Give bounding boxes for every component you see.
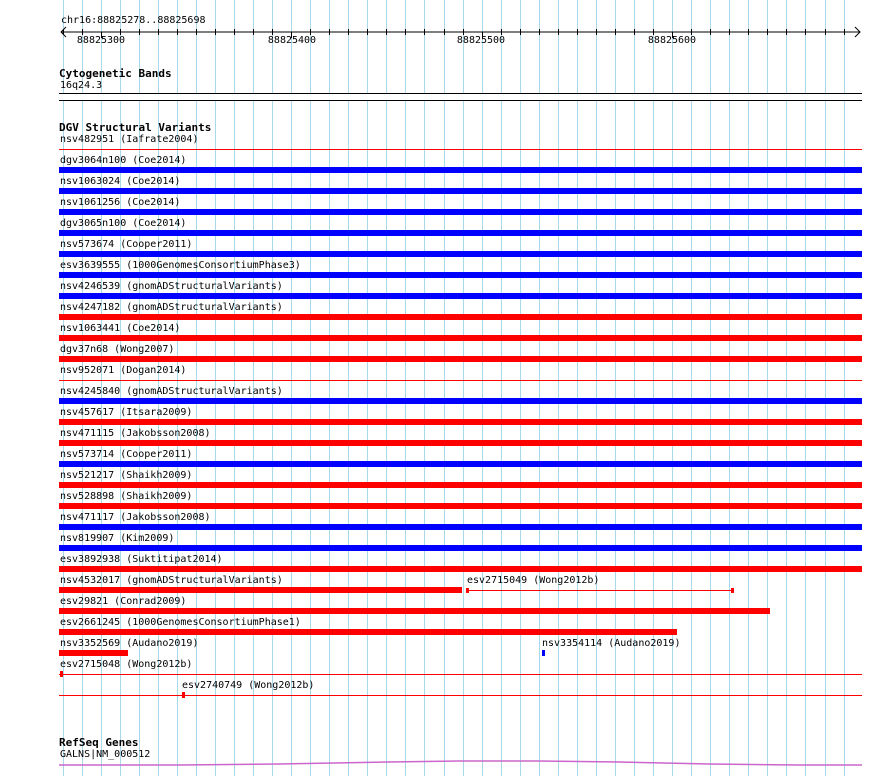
- variant-label: nsv1063024 (Coe2014): [60, 176, 181, 187]
- variant-label: esv2715049 (Wong2012b): [467, 575, 600, 586]
- tick-label-3: 88825500: [456, 35, 506, 46]
- variant-bar[interactable]: [59, 608, 770, 614]
- variant-label: nsv4247182 (gnomADStructuralVariants): [60, 302, 283, 313]
- variant-label: nsv471117 (Jakobsson2008): [60, 512, 211, 523]
- variant-label: nsv573714 (Cooper2011): [60, 449, 193, 460]
- variant-label: nsv1061256 (Coe2014): [60, 197, 181, 208]
- variant-bar[interactable]: [182, 692, 185, 698]
- variant-bar[interactable]: [59, 167, 862, 173]
- cytoband-band[interactable]: [59, 93, 862, 101]
- variant-label: nsv952071 (Dogan2014): [60, 365, 187, 376]
- variant-bar[interactable]: [59, 545, 862, 551]
- variant-label: esv2740749 (Wong2012b): [182, 680, 315, 691]
- variant-bar[interactable]: [60, 671, 63, 677]
- variant-label: esv3892938 (Suktitipat2014): [60, 554, 223, 565]
- variant-bar[interactable]: [59, 524, 862, 530]
- variant-line[interactable]: [59, 674, 862, 675]
- variant-bar[interactable]: [59, 356, 862, 362]
- variant-label: esv2661245 (1000GenomesConsortiumPhase1): [60, 617, 301, 628]
- variant-bar[interactable]: [59, 251, 862, 257]
- variant-bar[interactable]: [59, 209, 862, 215]
- variant-bar[interactable]: [59, 503, 862, 509]
- variant-bar[interactable]: [59, 188, 862, 194]
- variant-label: nsv573674 (Cooper2011): [60, 239, 193, 250]
- variant-bar[interactable]: [59, 293, 862, 299]
- variant-bar[interactable]: [59, 272, 862, 278]
- gene-label: GALNS|NM_000512: [60, 749, 151, 760]
- ruler[interactable]: [0, 24, 890, 40]
- refseq-track-title[interactable]: RefSeq Genes: [59, 736, 139, 749]
- cytoband-track-title[interactable]: Cytogenetic Bands: [59, 67, 172, 80]
- variant-label: esv29821 (Conrad2009): [60, 596, 187, 607]
- variant-label: dgv3065n100 (Coe2014): [60, 218, 187, 229]
- variant-bar[interactable]: [59, 629, 677, 635]
- variant-bar[interactable]: [59, 419, 862, 425]
- variant-bar[interactable]: [59, 398, 862, 404]
- variant-bar[interactable]: [59, 149, 862, 150]
- variant-bar[interactable]: [59, 230, 862, 236]
- variant-label: nsv4532017 (gnomADStructuralVariants): [60, 575, 283, 586]
- variant-bar[interactable]: [59, 587, 462, 593]
- variant-label: nsv4246539 (gnomADStructuralVariants): [60, 281, 283, 292]
- variant-bar[interactable]: [59, 461, 862, 467]
- variant-label: nsv457617 (Itsara2009): [60, 407, 193, 418]
- variant-bar[interactable]: [59, 650, 128, 656]
- variant-label: nsv3354114 (Audano2019): [542, 638, 681, 649]
- dgv-track-title[interactable]: DGV Structural Variants: [59, 121, 212, 134]
- variant-bar[interactable]: [542, 650, 545, 656]
- variant-bar-end[interactable]: [731, 588, 734, 593]
- gene-model[interactable]: [59, 758, 862, 768]
- variant-label: nsv819907 (Kim2009): [60, 533, 175, 544]
- variant-bar[interactable]: [467, 590, 733, 591]
- tick-label-1: 88825300: [76, 35, 126, 46]
- variant-label: esv2715048 (Wong2012b): [60, 659, 193, 670]
- variant-label: nsv482951 (Iafrate2004): [60, 134, 199, 145]
- variant-label: nsv3352569 (Audano2019): [60, 638, 199, 649]
- variant-label: esv3639555 (1000GenomesConsortiumPhase3): [60, 260, 301, 271]
- variant-label: nsv528898 (Shaikh2009): [60, 491, 193, 502]
- variant-label: nsv4245840 (gnomADStructuralVariants): [60, 386, 283, 397]
- variant-bar[interactable]: [59, 335, 862, 341]
- variant-bar[interactable]: [59, 314, 862, 320]
- tick-label-4: 88825600: [647, 35, 697, 46]
- variant-label: dgv37n68 (Wong2007): [60, 344, 175, 355]
- variant-bar[interactable]: [59, 440, 862, 446]
- variant-line[interactable]: [59, 695, 862, 696]
- variant-label: nsv521217 (Shaikh2009): [60, 470, 193, 481]
- ruler-minor-ticks: [64, 29, 845, 38]
- variant-label: dgv3064n100 (Coe2014): [60, 155, 187, 166]
- variant-bar[interactable]: [59, 566, 862, 572]
- region-label: chr16:88825278..88825698: [61, 15, 206, 26]
- tick-label-2: 88825400: [267, 35, 317, 46]
- variant-label: nsv471115 (Jakobsson2008): [60, 428, 211, 439]
- variant-bar[interactable]: [59, 482, 862, 488]
- variant-bar[interactable]: [59, 380, 862, 381]
- variant-label: nsv1063441 (Coe2014): [60, 323, 181, 334]
- variant-bar-end[interactable]: [466, 588, 469, 593]
- cytoband-label: 16q24.3: [60, 80, 103, 91]
